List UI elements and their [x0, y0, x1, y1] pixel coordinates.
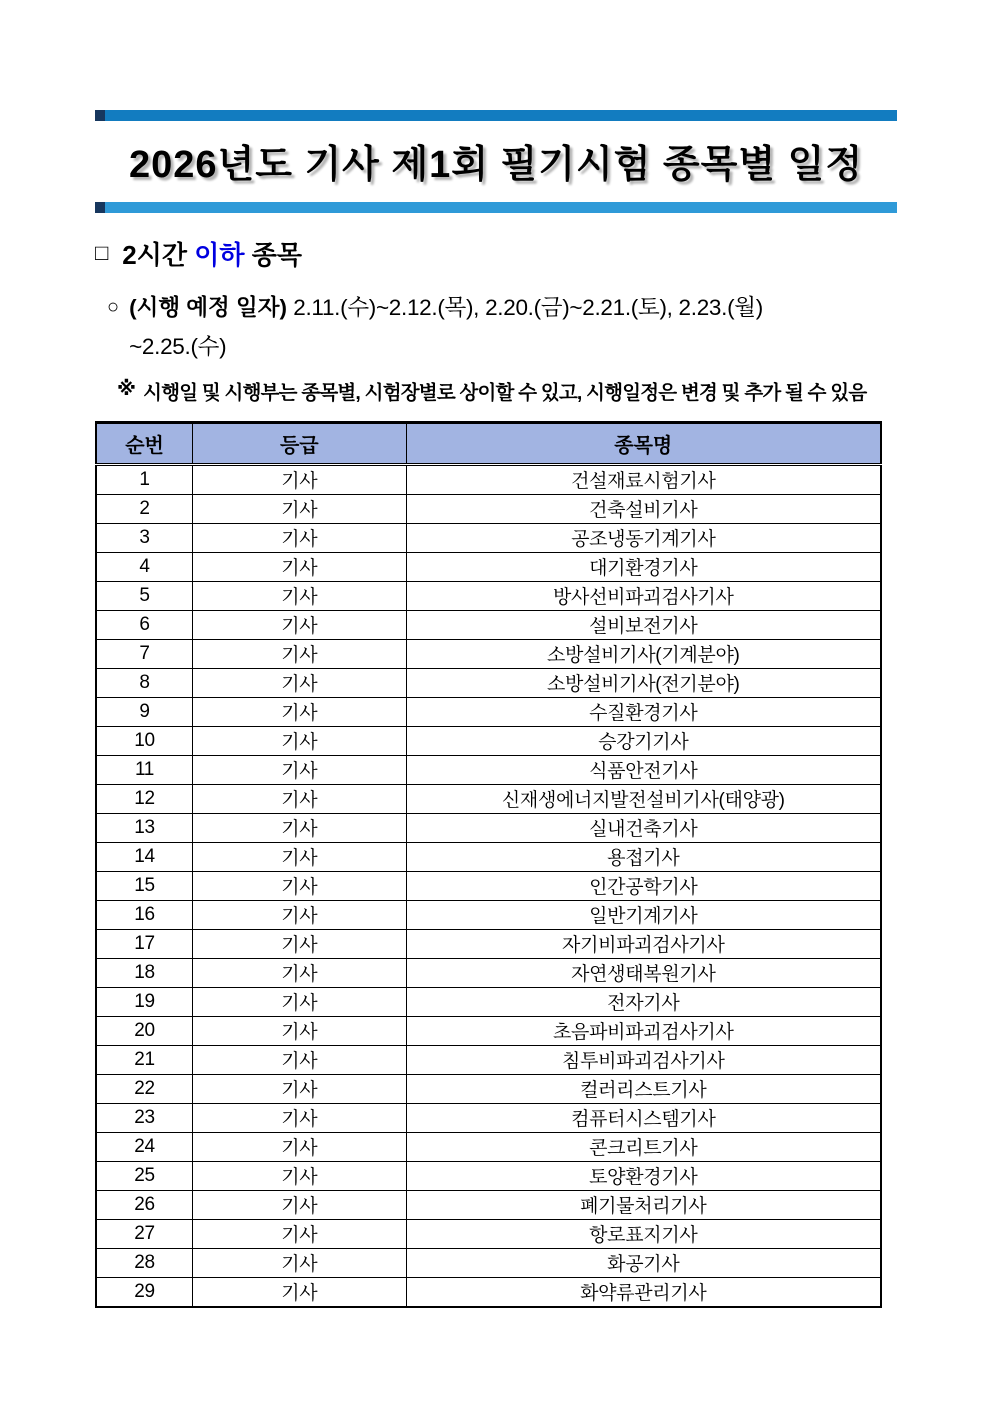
row-grade: 기사	[193, 464, 407, 494]
row-name: 항로표지기사	[406, 1219, 881, 1248]
table-row	[96, 726, 881, 755]
row-no: 4	[96, 552, 193, 581]
table-row	[96, 1277, 881, 1307]
row-grade: 기사	[193, 639, 407, 668]
table-row	[96, 987, 881, 1016]
row-name: 건설재료시험기사	[406, 464, 881, 494]
row-no: 9	[96, 697, 193, 726]
row-grade: 기사	[193, 697, 407, 726]
row-name: 인간공학기사	[406, 871, 881, 900]
row-name: 용접기사	[406, 842, 881, 871]
row-name: 소방설비기사(기계분야)	[406, 639, 881, 668]
row-no: 25	[96, 1161, 193, 1190]
row-no: 27	[96, 1219, 193, 1248]
row-no: 15	[96, 871, 193, 900]
table-row	[96, 1132, 881, 1161]
table-row	[96, 464, 881, 494]
title-rule-accent	[95, 202, 105, 213]
document-content	[95, 110, 885, 1308]
table-row	[96, 581, 881, 610]
table-row	[96, 1219, 881, 1248]
row-no: 10	[96, 726, 193, 755]
row-grade: 기사	[193, 958, 407, 987]
table-row	[96, 1161, 881, 1190]
row-no: 6	[96, 610, 193, 639]
row-name: 일반기계기사	[406, 900, 881, 929]
row-name: 콘크리트기사	[406, 1132, 881, 1161]
row-grade: 기사	[193, 1190, 407, 1219]
table-row	[96, 1074, 881, 1103]
row-grade: 기사	[193, 668, 407, 697]
row-no: 19	[96, 987, 193, 1016]
table-row	[96, 755, 881, 784]
row-no: 13	[96, 813, 193, 842]
row-name: 방사선비파괴검사기사	[406, 581, 881, 610]
row-no: 2	[96, 494, 193, 523]
row-no: 23	[96, 1103, 193, 1132]
row-grade: 기사	[193, 1277, 407, 1307]
table-row	[96, 929, 881, 958]
schedule-bullet	[95, 288, 885, 367]
table-row	[96, 552, 881, 581]
table-row	[96, 1103, 881, 1132]
schedule-dates: 2.11.(수)~2.12.(목), 2.20.(금)~2.21.(토), 2.23.(월)	[293, 295, 763, 320]
row-no: 26	[96, 1190, 193, 1219]
column-header-no: 순번	[96, 422, 193, 464]
section-heading-text	[122, 235, 302, 272]
row-grade: 기사	[193, 1016, 407, 1045]
row-name: 화약류관리기사	[406, 1277, 881, 1307]
row-name: 폐기물처리기사	[406, 1190, 881, 1219]
row-name: 실내건축기사	[406, 813, 881, 842]
row-grade: 기사	[193, 929, 407, 958]
row-name: 공조냉동기계기사	[406, 523, 881, 552]
row-name: 자연생태복원기사	[406, 958, 881, 987]
table-row	[96, 871, 881, 900]
row-no: 5	[96, 581, 193, 610]
table-row	[96, 668, 881, 697]
table-row	[96, 900, 881, 929]
row-name: 전자기사	[406, 987, 881, 1016]
row-name: 식품안전기사	[406, 755, 881, 784]
disclaimer-text: 시행일 및 시행부는 종목별, 시험장별로 상이할 수 있고, 시행일정은 변경 및 추가 될 수 있음	[143, 381, 867, 404]
circle-bullet-icon: ○	[107, 296, 120, 318]
row-grade: 기사	[193, 784, 407, 813]
row-grade: 기사	[193, 871, 407, 900]
row-no: 29	[96, 1277, 193, 1307]
row-name: 자기비파괴검사기사	[406, 929, 881, 958]
row-grade: 기사	[193, 1132, 407, 1161]
row-no: 11	[96, 755, 193, 784]
row-grade: 기사	[193, 900, 407, 929]
row-name: 수질환경기사	[406, 697, 881, 726]
row-grade: 기사	[193, 523, 407, 552]
row-grade: 기사	[193, 813, 407, 842]
row-name: 컴퓨터시스템기사	[406, 1103, 881, 1132]
row-grade: 기사	[193, 1074, 407, 1103]
row-no: 8	[96, 668, 193, 697]
row-grade: 기사	[193, 610, 407, 639]
row-no: 1	[96, 464, 193, 494]
title-top-rule	[95, 110, 897, 121]
table-row	[96, 523, 881, 552]
row-grade: 기사	[193, 1219, 407, 1248]
reference-mark-icon: ※	[117, 377, 136, 400]
row-name: 소방설비기사(전기분야)	[406, 668, 881, 697]
table-row	[96, 610, 881, 639]
row-grade: 기사	[193, 842, 407, 871]
row-name: 설비보전기사	[406, 610, 881, 639]
row-name: 컬러리스트기사	[406, 1074, 881, 1103]
row-name: 화공기사	[406, 1248, 881, 1277]
table-row	[96, 813, 881, 842]
table-row	[96, 1045, 881, 1074]
schedule-dates-continued: ~2.25.(수)	[129, 334, 227, 360]
heading-pre: 2시간	[122, 240, 187, 270]
table-row	[96, 958, 881, 987]
row-grade: 기사	[193, 1045, 407, 1074]
row-name: 건축설비기사	[406, 494, 881, 523]
row-no: 12	[96, 784, 193, 813]
section-heading	[95, 235, 885, 272]
table-row	[96, 1190, 881, 1219]
row-grade: 기사	[193, 1103, 407, 1132]
disclaimer-note	[95, 377, 885, 405]
row-name: 침투비파괴검사기사	[406, 1045, 881, 1074]
exam-schedule-table	[95, 421, 882, 1308]
title-bottom-rule	[95, 202, 897, 213]
row-no: 24	[96, 1132, 193, 1161]
row-no: 28	[96, 1248, 193, 1277]
row-no: 14	[96, 842, 193, 871]
row-no: 17	[96, 929, 193, 958]
row-name: 신재생에너지발전설비기사(태양광)	[406, 784, 881, 813]
table-row	[96, 842, 881, 871]
title-rule-accent	[95, 110, 105, 121]
table-header-row	[96, 422, 881, 464]
row-grade: 기사	[193, 1161, 407, 1190]
row-no: 16	[96, 900, 193, 929]
column-header-grade: 등급	[193, 422, 407, 464]
table-row	[96, 639, 881, 668]
row-grade: 기사	[193, 581, 407, 610]
square-bullet-icon: □	[95, 239, 109, 265]
table-row	[96, 1016, 881, 1045]
row-grade: 기사	[193, 755, 407, 784]
table-row	[96, 1248, 881, 1277]
row-grade: 기사	[193, 1248, 407, 1277]
row-grade: 기사	[193, 726, 407, 755]
page-title: 2026년도 기사 제1회 필기시험 종목별 일정	[128, 144, 864, 186]
row-no: 3	[96, 523, 193, 552]
schedule-text	[129, 288, 763, 367]
column-header-name: 종목명	[406, 422, 881, 464]
row-no: 20	[96, 1016, 193, 1045]
table-row	[96, 697, 881, 726]
row-no: 22	[96, 1074, 193, 1103]
row-name: 토양환경기사	[406, 1161, 881, 1190]
row-name: 승강기기사	[406, 726, 881, 755]
row-no: 21	[96, 1045, 193, 1074]
schedule-label: (시행 예정 일자)	[129, 295, 287, 320]
row-name: 초음파비파괴검사기사	[406, 1016, 881, 1045]
row-grade: 기사	[193, 987, 407, 1016]
table-row	[96, 784, 881, 813]
heading-post: 종목	[251, 240, 302, 270]
heading-highlight: 이하	[194, 240, 245, 270]
table-row	[96, 494, 881, 523]
row-no: 18	[96, 958, 193, 987]
row-grade: 기사	[193, 494, 407, 523]
row-no: 7	[96, 639, 193, 668]
row-grade: 기사	[193, 552, 407, 581]
row-name: 대기환경기사	[406, 552, 881, 581]
